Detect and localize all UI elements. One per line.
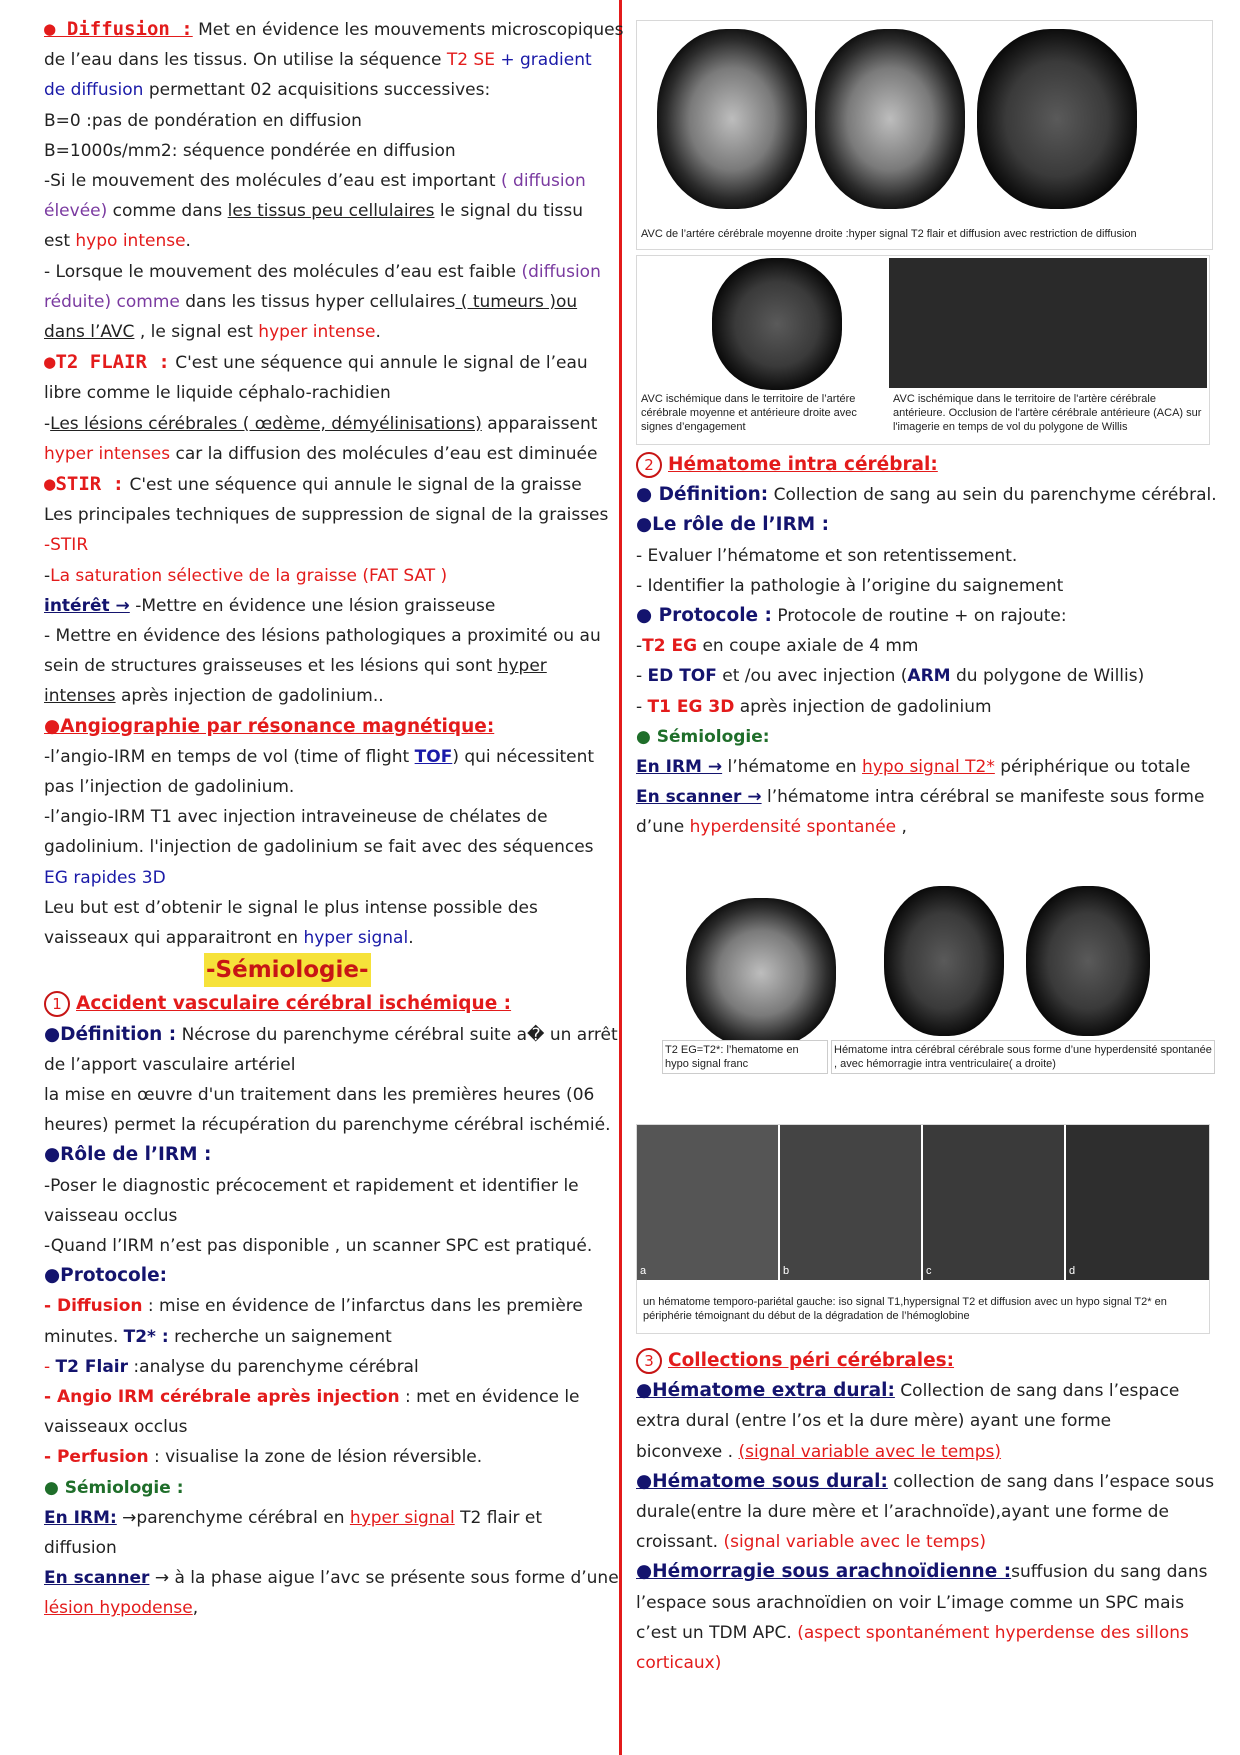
text: les tissus peu cellulaires [227, 201, 435, 222]
text: TOF [414, 746, 453, 767]
text: suffusion du sang dans [1011, 1562, 1208, 1583]
text: - [44, 565, 51, 586]
figure-caption: T2 EG=T2*: l’hematome en hypo signal franc [662, 1040, 828, 1074]
text: extra dural (entre l’os et la dure mère) ayant une forme [636, 1411, 1112, 1432]
text: -Poser le diagnostic précocement et rapidement et identifier le [44, 1175, 579, 1196]
text: (signal variable avec le temps) [738, 1441, 1002, 1462]
text: (signal variable avec le temps) [723, 1532, 987, 1553]
hematome-mri-sequence-figure [636, 1124, 1210, 1334]
text: + gradient [494, 50, 592, 71]
mri-panel-a [637, 1125, 778, 1280]
text: recherche un saignement [168, 1326, 392, 1347]
text: élevée) [44, 201, 108, 222]
text: réduite) comme [44, 291, 180, 312]
text: En IRM: [44, 1507, 117, 1528]
text: T2 EG [642, 636, 698, 657]
text: C'est une séquence qui annule le signal de l’eau [169, 353, 588, 374]
text: hyperdensité spontanée [689, 817, 897, 838]
panel-label: d [1069, 1265, 1076, 1277]
text: Nécrose du parenchyme cérébral suite a� un arrêt [176, 1024, 618, 1045]
stir-heading: ●STIR : [44, 473, 125, 496]
text: la mise en œuvre d'un traitement dans les premières heures (06 [44, 1084, 595, 1105]
text: ●Hémorragie sous arachnoïdienne : [636, 1561, 1012, 1583]
diffusion-heading: ● Diffusion : [44, 18, 193, 40]
mri-panel-b [780, 1125, 921, 1280]
text: hypo intense [75, 231, 186, 252]
text: -l’angio-IRM T1 avec injection intraveineuse de chélates de [44, 807, 548, 828]
avc-heading: Accident vasculaire cérébral ischémique : [76, 993, 512, 1015]
panel-label: c [926, 1265, 932, 1277]
text: - [44, 1356, 56, 1377]
text: collection de sang dans l’espace sous [887, 1471, 1215, 1492]
text: - Evaluer l’hématome et son retentissement. [636, 545, 1018, 566]
ct-image [1026, 886, 1150, 1036]
text: du polygone de Willis) [950, 666, 1145, 687]
text: -Si le mouvement des molécules d’eau est important [44, 171, 501, 192]
section-number-3: 3 [636, 1348, 662, 1374]
semiologie-title: -Sémiologie- [204, 953, 371, 987]
section-number-1: 1 [44, 991, 70, 1017]
mri-image [657, 29, 807, 209]
text: -l’angio-IRM en temps de vol (time of flight [44, 746, 415, 767]
text: - Mettre en évidence des lésions pathologiques a proximité ou au [44, 626, 601, 647]
text: ( tumeurs )ou [455, 291, 578, 312]
text: après injection de gadolinium [734, 696, 992, 717]
mri-image [815, 29, 965, 209]
text: -Mettre en évidence une lésion graisseuse [129, 595, 496, 616]
text: vaisseaux occlus [44, 1417, 188, 1438]
text: de l’eau dans les tissus. On utilise la séquence [44, 50, 447, 71]
text: - Perfusion [44, 1447, 149, 1468]
text: -STIR [44, 535, 89, 556]
avc-mri-figure [636, 20, 1213, 250]
text: c’est un TDM APC. [636, 1622, 798, 1643]
text: gadolinium. l'injection de gadolinium se fait avec des séquences [44, 837, 594, 858]
text: vaisseau occlus [44, 1205, 178, 1226]
text: ●Le rôle de l’IRM : [636, 514, 830, 536]
angio-section [44, 712, 619, 954]
flair-heading: ●T2 FLAIR : [44, 351, 170, 374]
text: biconvexe . [636, 1441, 739, 1462]
text: car la diffusion des molécules d’eau est diminuée [170, 443, 598, 464]
left-column [44, 14, 624, 1624]
text: d’une [636, 817, 690, 838]
text: Les principales techniques de suppression de signal de la graisses [44, 505, 609, 526]
text: En IRM → [636, 757, 723, 778]
hematome-figure [636, 880, 1211, 1078]
text: hyper [497, 656, 547, 677]
figure-caption: AVC ischémique dans le territoire de l'artère cérébrale antérieure. Occlusion de l'artère cérébrale antérieure (ACA) sur l'imagerie en temps de vol du polygone de Willis [893, 393, 1202, 433]
text: de diffusion [44, 80, 144, 101]
text: Collection de sang dans l’espace [894, 1381, 1180, 1402]
text: ●Rôle de l’IRM : [44, 1144, 212, 1166]
text: heures) permet la récupération du parenchyme cérébral ischémié. [44, 1115, 611, 1136]
text: ( diffusion [501, 171, 586, 192]
text: périphérique ou totale [994, 757, 1191, 778]
text: durale(entre la dure mère et l’arachnoïde),ayant une forme de [636, 1502, 1169, 1523]
text: Les lésions cérébrales ( œdème, démyélinisations) [50, 413, 482, 434]
column-divider [619, 0, 622, 1755]
text: T2* : [123, 1326, 169, 1347]
mri-image [686, 898, 836, 1048]
text: hyper intense [258, 322, 376, 343]
ct-image [712, 258, 842, 390]
collections-heading: Collections péri cérébrales: [668, 1350, 955, 1371]
text: intenses [44, 686, 116, 707]
text: est [44, 231, 76, 252]
text: permettant 02 acquisitions successives: [143, 80, 491, 101]
text: T1 EG 3D [647, 696, 735, 717]
text: B=0 :pas de pondération en diffusion [44, 110, 362, 131]
text: comme dans [107, 201, 228, 222]
text: → à la phase aigue l’avc se présente sous forme d’une [149, 1568, 619, 1589]
text: libre comme le liquide céphalo-rachidien [44, 383, 391, 404]
text: ● Sémiologie : [44, 1477, 184, 1498]
text: (aspect spontanément hyperdense des sillons [797, 1622, 1189, 1643]
text: hyper intenses [44, 443, 171, 464]
text: En scanner [44, 1568, 150, 1589]
text: diffusion [44, 1537, 117, 1558]
text: , [192, 1598, 199, 1619]
text: dans l’AVC [44, 322, 135, 343]
text: (diffusion [521, 261, 601, 282]
text: en coupe axiale de 4 mm [697, 636, 919, 657]
text: - [636, 636, 643, 657]
text: corticaux) [636, 1653, 722, 1674]
figure-caption: AVC de l’artére cérébrale moyenne droite :hyper signal T2 flair et diffusion avec restriction de diffusion [641, 228, 1137, 240]
diffusion-section [44, 14, 624, 347]
text: - Lorsque le mouvement des molécules d’eau est faible [44, 261, 522, 282]
text: En scanner → [636, 787, 762, 808]
text: ARM [907, 666, 951, 687]
text: Met en évidence les mouvements microscopiques [192, 20, 624, 40]
figure-caption: Hématome intra cérébral cérébrale sous forme d’une hyperdensité spontanée , avec hémorragie intra ventriculaire( a droite) [831, 1040, 1215, 1074]
angio-image [889, 258, 1207, 388]
figure-caption: AVC ischémique dans le territoire de l’artére cérébrale moyenne et antérieure droite avec signes d’engagement [641, 393, 857, 433]
avc-ct-angio-figure [636, 255, 1210, 445]
text: ●Hématome extra dural: [636, 1380, 895, 1402]
text: minutes. [44, 1326, 124, 1347]
text: l’hématome intra cérébral se manifeste sous forme [761, 787, 1205, 808]
mri-panel-d [1066, 1125, 1209, 1280]
text: , le signal est [134, 322, 259, 343]
text: - [44, 413, 51, 434]
figure-caption: un hématome temporo-pariétal gauche: iso signal T1,hypersignal T2 et diffusion avec un hypo signal T2* en périphérie témoignant du début de la dégradation de l’hémoglobine [643, 1296, 1167, 1322]
text: - Diffusion [44, 1296, 143, 1317]
text: →parenchyme cérébral en [116, 1507, 350, 1528]
text: T2 flair et [454, 1507, 543, 1528]
text: EG rapides 3D [44, 867, 166, 888]
panel-label: a [640, 1265, 647, 1277]
text: : mise en évidence de l’infarctus dans les première [142, 1296, 583, 1317]
text: : met en évidence le [399, 1386, 580, 1407]
text: . [185, 231, 191, 252]
text: croissant. [636, 1532, 724, 1553]
text: - Identifier la pathologie à l’origine du saignement [636, 575, 1064, 596]
text: hyper signal [349, 1507, 455, 1528]
text: ●Définition : [44, 1023, 177, 1045]
text: ) qui nécessitent [452, 746, 595, 767]
stir-section [44, 469, 619, 712]
text: ●Hématome sous dural: [636, 1470, 888, 1492]
text: ED TOF [647, 666, 717, 687]
text: dans les tissus hyper cellulaires [179, 291, 456, 312]
text: ● Sémiologie: [636, 726, 770, 747]
angio-heading: ●Angiographie par résonance magnétique: [44, 715, 495, 737]
avc-section [44, 989, 619, 1623]
text: hypo signal T2* [862, 757, 995, 778]
text: B=1000s/mm2: séquence pondérée en diffusion [44, 140, 456, 161]
text: ● Définition: [636, 484, 769, 506]
text: après injection de gadolinium.. [115, 686, 384, 707]
text: l’hématome en [722, 757, 863, 778]
text: , [896, 817, 907, 838]
text: T2 Flair [55, 1356, 129, 1377]
text: pas l’injection de gadolinium. [44, 777, 295, 798]
text: C'est une séquence qui annule le signal de la graisse [124, 475, 582, 496]
text: . [408, 928, 414, 949]
section-number-2: 2 [636, 452, 662, 478]
text: Collection de sang au sein du parenchyme cérébral. [768, 485, 1217, 506]
collections-section [636, 1346, 1215, 1678]
text: vaisseaux qui apparaitront en [44, 928, 304, 949]
text: Protocole de routine + on rajoute: [771, 606, 1067, 627]
mri-image [977, 29, 1137, 209]
hematome-section [636, 450, 1217, 843]
text: - Angio IRM cérébrale après injection [44, 1386, 400, 1407]
text: - [636, 696, 648, 717]
text: : visualise la zone de lésion réversible. [148, 1447, 483, 1468]
text: intérêt → [44, 595, 130, 616]
text: :analyse du parenchyme cérébral [128, 1356, 419, 1377]
text: -Quand l’IRM n’est pas disponible , un scanner SPC est pratiqué. [44, 1235, 593, 1256]
panel-label: b [783, 1265, 790, 1277]
hematome-heading: Hématome intra cérébral: [668, 454, 938, 475]
text: et /ou avec injection ( [716, 666, 908, 687]
text: ●Protocole: [44, 1265, 168, 1287]
text: de l’apport vasculaire artériel [44, 1054, 296, 1075]
text: l’espace sous arachnoïdien on voir L’image comme un SPC mais [636, 1592, 1185, 1613]
text: sein de structures graisseuses et les lésions qui sont [44, 656, 498, 677]
text: . [375, 322, 381, 343]
mri-panel-c [923, 1125, 1064, 1280]
text: - [636, 666, 648, 687]
text: apparaissent [481, 413, 598, 434]
text: lésion hypodense [44, 1598, 193, 1619]
text: T2 SE [446, 50, 495, 71]
text: Leu but est d’obtenir le signal le plus intense possible des [44, 897, 538, 918]
flair-section [44, 347, 619, 469]
text: le signal du tissu [434, 201, 584, 222]
text: hyper signal [303, 928, 409, 949]
text: La saturation sélective de la graisse (FAT SAT ) [50, 565, 448, 586]
ct-image [884, 886, 1004, 1036]
text: ● Protocole : [636, 605, 772, 627]
